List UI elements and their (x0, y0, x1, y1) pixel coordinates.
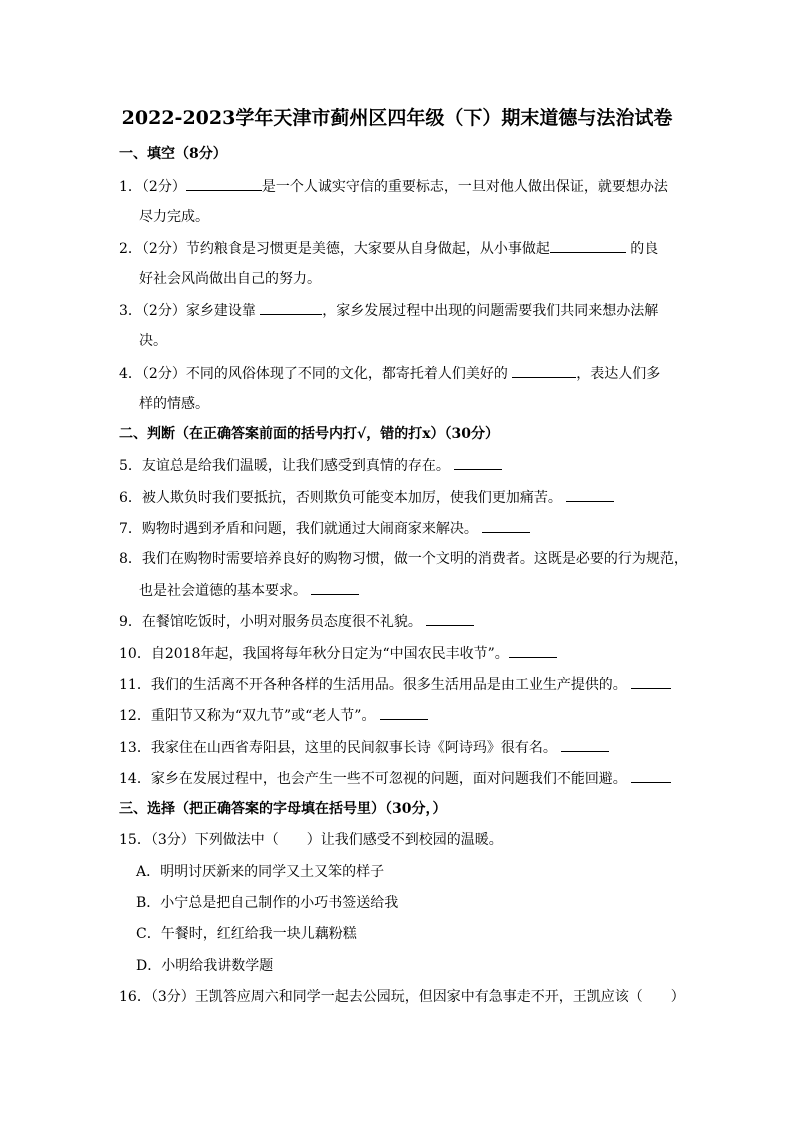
question-11-text: 11．我们的生活离不开各种各样的生活用品。很多生活用品是由工业生产提供的。 (119, 677, 632, 693)
question-2-suffix: 的良 (625, 241, 659, 257)
question-10 (119, 643, 557, 664)
question-7 (119, 518, 530, 539)
answer-blank-14[interactable] (631, 768, 671, 783)
question-4-suffix: ，表达人们多 (576, 366, 661, 382)
question-3-suffix: ，家乡发展过程中出现的问题需要我们共同来想办法解 (322, 303, 659, 319)
answer-blank-3[interactable] (260, 300, 322, 315)
section-fill-in-heading: 一、填空（8分） (119, 146, 227, 162)
section-judge-heading: 二、判断（在正确答案前面的括号内打√，错的打x）（30分） (119, 426, 500, 442)
answer-blank-4[interactable] (512, 363, 576, 378)
question-14-text: 14．家乡在发展过程中，也会产生一些不可忽视的问题，面对问题我们不能回避。 (119, 771, 632, 787)
question-3-line-2: 决。 (139, 333, 167, 349)
question-12-text: 12．重阳节又称为“双九节”或“老人节”。 (119, 708, 380, 724)
question-13-text: 13．我家住在山西省寿阳县，这里的民间叙事长诗《阿诗玛》很有名。 (119, 740, 562, 756)
question-15-option-d[interactable]: D．小明给我讲数学题 (136, 958, 274, 974)
question-8-line-1: 8．我们在购物时需要培养良好的购物习惯，做一个文明的消费者。这既是必要的行为规范， (119, 551, 688, 567)
question-16-stem: 16．（3分）王凯答应周六和同学一起去公园玩，但因家中有急事走不开，王凯应该（ ） (119, 989, 685, 1005)
answer-blank-8[interactable] (311, 580, 359, 595)
question-11 (119, 674, 671, 695)
question-1-prefix: 1．（2分） (119, 179, 186, 195)
question-9-text: 9．在餐馆吃饭时，小明对服务员态度很不礼貌。 (119, 614, 427, 630)
question-14 (119, 768, 671, 789)
question-2-line-1 (119, 238, 658, 259)
question-8-text: 也是社会道德的基本要求。 (139, 583, 312, 599)
question-9 (119, 611, 474, 632)
question-8-line-2 (139, 580, 359, 601)
answer-blank-5[interactable] (454, 455, 502, 470)
question-1-line-1 (119, 176, 668, 197)
question-3-text: 3．（2分）家乡建设靠 (119, 303, 261, 319)
question-15-option-b[interactable]: B．小宁总是把自己制作的小巧书签送给我 (136, 895, 399, 911)
question-15-option-a[interactable]: A．明明讨厌新来的同学又土又笨的样子 (136, 864, 385, 880)
question-15-option-c[interactable]: C．午餐时，红红给我一块儿藕粉糕 (136, 926, 357, 942)
question-7-text: 7．购物时遇到矛盾和问题，我们就通过大闹商家来解决。 (119, 521, 483, 537)
answer-blank-9[interactable] (426, 611, 474, 626)
question-2-text: 2．（2分）节约粮食是习惯更是美德，大家要从自身做起，从小事做起 (119, 241, 550, 257)
question-4-text: 4．（2分）不同的风俗体现了不同的文化，都寄托着人们美好的 (119, 366, 513, 382)
question-10-text: 10．自2018年起，我国将每年秋分日定为“中国农民丰收节”。 (119, 646, 509, 662)
answer-blank-13[interactable] (561, 737, 609, 752)
answer-blank-12[interactable] (380, 705, 428, 720)
question-4-line-2: 样的情感。 (139, 396, 209, 412)
question-4-line-1 (119, 363, 660, 384)
question-1-text: 是一个人诚实守信的重要标志，一旦对他人做出保证，就要想办法 (261, 179, 668, 195)
answer-blank-2[interactable] (550, 238, 626, 253)
answer-blank-7[interactable] (482, 518, 530, 533)
question-1-line-2: 尽力完成。 (139, 209, 209, 225)
question-5-text: 5．友谊总是给我们温暖，让我们感受到真情的存在。 (119, 458, 455, 474)
question-15-stem: 15．（3分）下列做法中（ ）让我们感受不到校园的温暖。 (119, 832, 503, 848)
section-choice-heading: 三、选择（把正确答案的字母填在括号里）（30分，） (119, 801, 447, 817)
answer-blank-10[interactable] (509, 643, 557, 658)
question-5 (119, 455, 502, 476)
question-12 (119, 705, 428, 726)
question-6-text: 6．被人欺负时我们要抵抗，否则欺负可能变本加厉，使我们更加痛苦。 (119, 490, 567, 506)
question-13 (119, 737, 609, 758)
question-3-line-1 (119, 300, 658, 321)
question-6 (119, 487, 614, 508)
answer-blank-1[interactable] (186, 176, 262, 191)
answer-blank-6[interactable] (566, 487, 614, 502)
page-title: 2022-2023学年天津市蓟州区四年级（下）期末道德与法治试卷 (121, 107, 673, 129)
answer-blank-11[interactable] (631, 674, 671, 689)
question-2-line-2: 好社会风尚做出自己的努力。 (139, 271, 321, 287)
